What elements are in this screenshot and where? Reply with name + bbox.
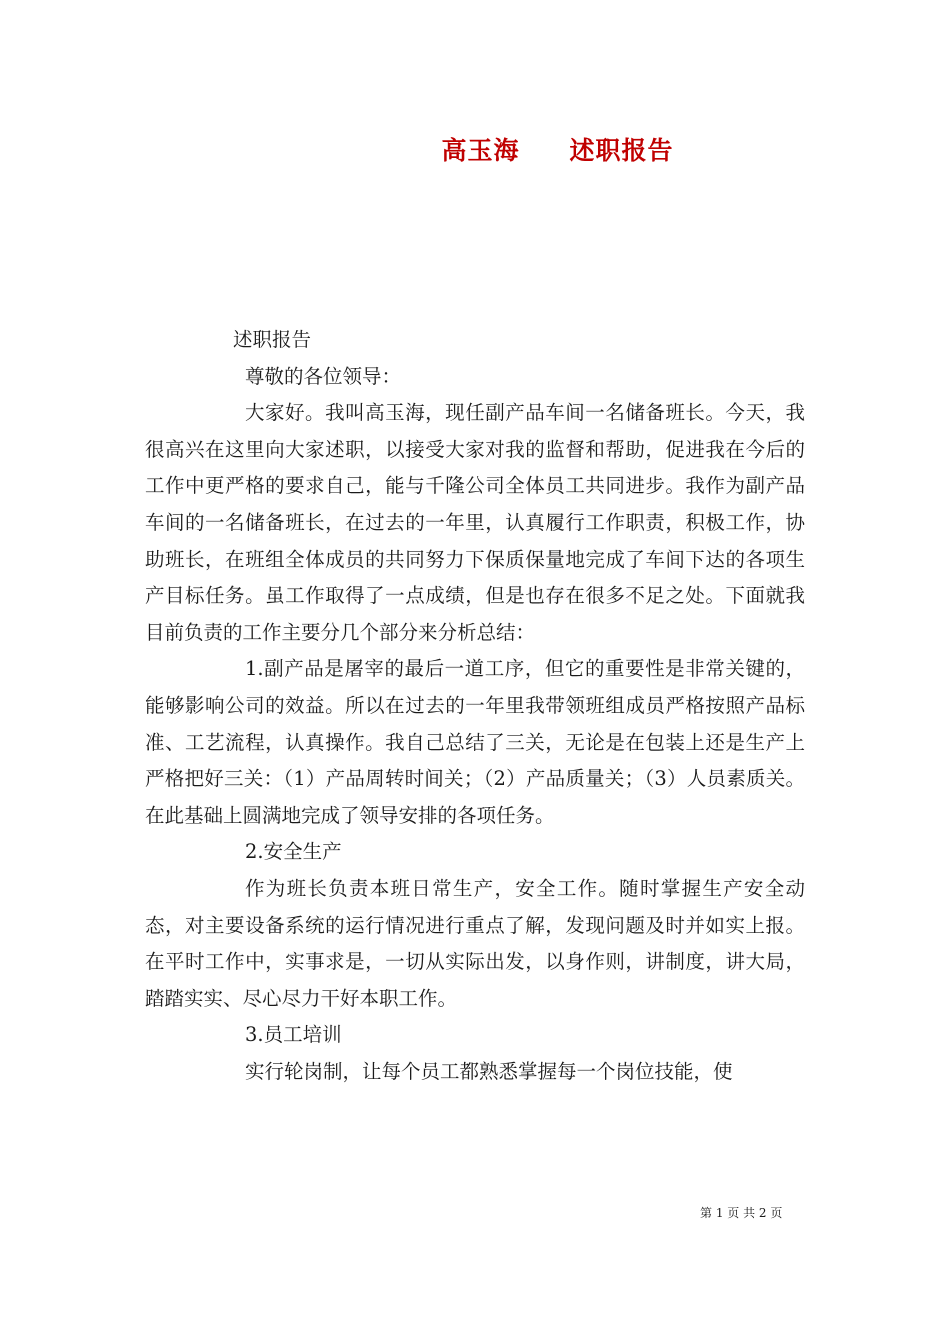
paragraph-section-1: 1.副产品是屠宰的最后一道工序，但它的重要性是非常关键的，能够影响公司的效益。所以在过去的一年里我带领班组成员严格按照产品标准、工艺流程，认真操作。我自己总结了三关，无论是在包装上还是生产上严格把好三关：（1）产品周转时间关；（2）产品质量关；（3）人员素质关。在此基础上圆满地完成了领导安排的各项任务。 [145,657,805,827]
section-heading-safety: 2.安全生产 [245,840,342,864]
document-title [0,134,950,168]
body-heading: 述职报告 [233,328,312,351]
paragraph-section-3: 实行轮岗制，让每个员工都熟悉掌握每一个岗位技能，使 [245,1059,733,1083]
section-heading-training: 3.员工培训 [245,1023,342,1047]
salutation: 尊敬的各位领导： [245,364,402,388]
title-subject: 述职报告 [569,136,674,165]
paragraph-section-2: 作为班长负责本班日常生产，安全工作。随时掌握生产安全动态，对主要设备系统的运行情况进行重点了解，发现问题及时并如实上报。在平时工作中，实事求是，一切从实际出发，以身作则，讲制度，讲大局，踏踏实实、尽心尽力干好本职工作。 [145,876,805,1010]
page-footer: 第 1 页 共 2 页 [700,1206,783,1220]
document-body [145,322,805,1090]
title-author-name: 高玉海 [441,136,520,165]
paragraph-intro: 大家好。我叫高玉海，现任副产品车间一名储备班长。今天，我很高兴在这里向大家述职，以接受大家对我的监督和帮助，促进我在今后的工作中更严格的要求自己，能与千隆公司全体员工共同进步。我作为副产品车间的一名储备班长，在过去的一年里，认真履行工作职责，积极工作，协助班长，在班组全体成员的共同努力下保质保量地完成了车间下达的各项生产目标任务。虽工作取得了一点成绩，但是也存在很多不足之处。下面就我目前负责的工作主要分几个部分来分析总结： [145,401,805,644]
